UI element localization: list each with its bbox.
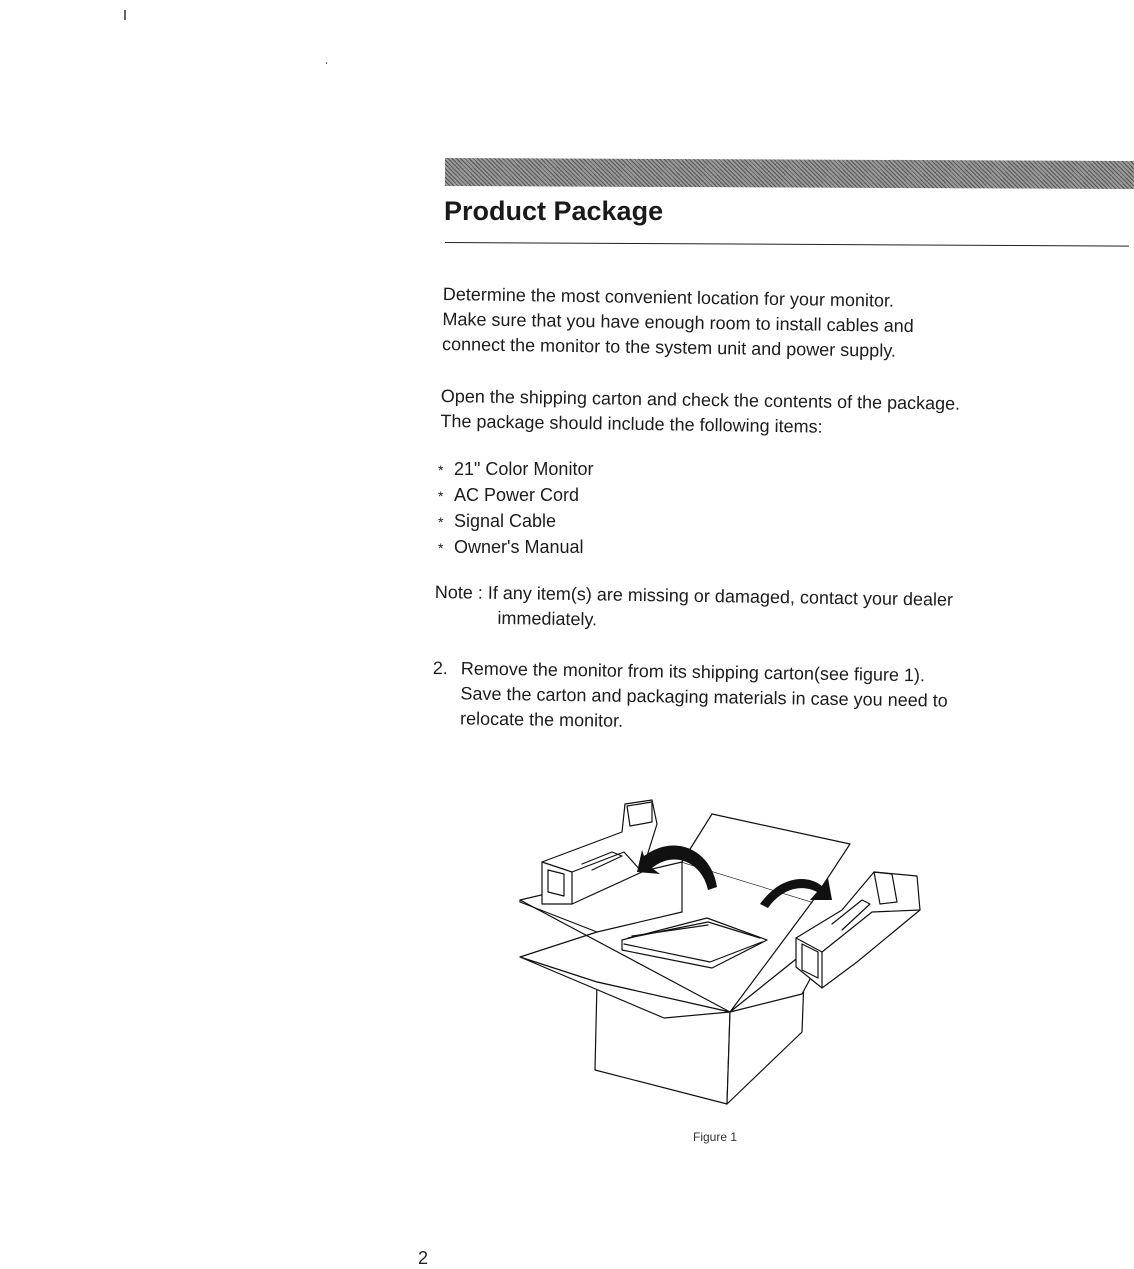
step-line: relocate the monitor. bbox=[459, 708, 624, 731]
intro-line: connect the monitor to the system unit and power supply. bbox=[441, 333, 897, 361]
step-number: 2. bbox=[432, 657, 448, 679]
bullet-icon: * bbox=[438, 488, 444, 504]
title-rule bbox=[445, 242, 1129, 247]
item-label: Owner's Manual bbox=[454, 537, 584, 557]
step-2-block bbox=[432, 656, 948, 739]
page-title: Product Package bbox=[444, 196, 664, 226]
scan-speck bbox=[124, 10, 126, 20]
item-label: AC Power Cord bbox=[454, 485, 580, 505]
intro-line: Make sure that you have enough room to install cables and bbox=[442, 308, 914, 336]
list-item bbox=[438, 535, 593, 561]
bullet-icon: * bbox=[438, 462, 444, 478]
package-items-list bbox=[438, 457, 593, 561]
note-text: If any item(s) are missing or damaged, contact your dealer bbox=[487, 582, 954, 610]
page-number: 2 bbox=[418, 1248, 429, 1268]
contents-paragraph bbox=[440, 384, 960, 442]
bullet-icon: * bbox=[438, 540, 444, 556]
item-label: 21" Color Monitor bbox=[454, 459, 594, 479]
figure-caption: Figure 1 bbox=[693, 1130, 738, 1144]
list-item bbox=[438, 483, 593, 509]
list-item bbox=[438, 509, 593, 535]
scan-speck bbox=[326, 62, 327, 64]
note-block bbox=[434, 580, 953, 638]
list-item bbox=[438, 457, 593, 483]
intro-paragraph bbox=[442, 282, 914, 364]
section-header-bar bbox=[445, 158, 1134, 189]
step-text: Remove the monitor from its shipping carton(see figure 1). bbox=[460, 658, 926, 686]
note-label: Note : bbox=[434, 581, 483, 603]
step-line: Save the carton and packaging materials in case you need to bbox=[460, 683, 948, 711]
contents-line: Open the shipping carton and check the contents of the package. bbox=[440, 385, 961, 414]
unpacking-illustration bbox=[512, 792, 932, 1112]
contents-line: The package should include the following items: bbox=[440, 410, 823, 437]
intro-line: Determine the most convenient location for your monitor. bbox=[442, 283, 895, 311]
note-continuation: immediately. bbox=[497, 607, 598, 630]
item-label: Signal Cable bbox=[454, 511, 557, 531]
bullet-icon: * bbox=[438, 514, 444, 530]
